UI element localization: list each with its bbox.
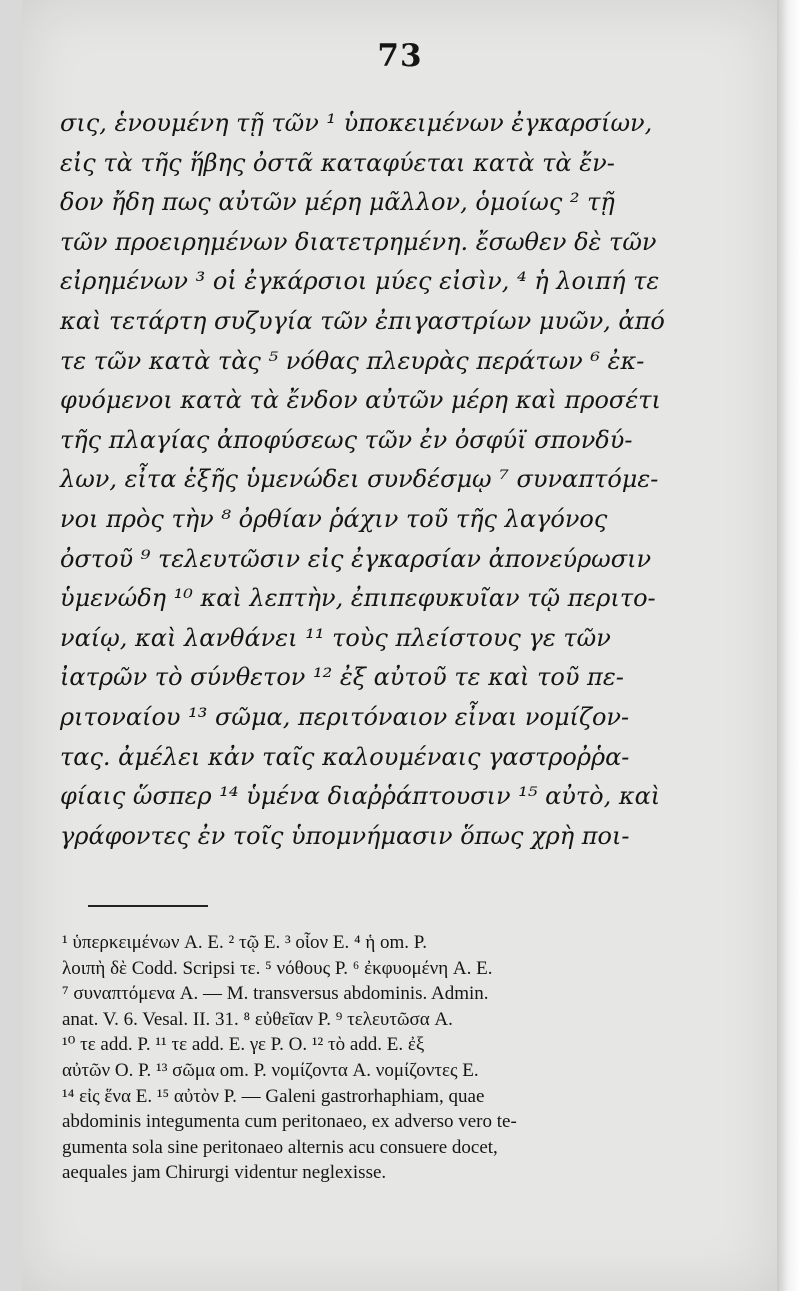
body-line: τῆς πλαγίας ἀποφύσεως τῶν ἐν ὀσφύϊ σπονδύ- [60,425,633,454]
footnote-line: ¹ ὑπερκειμένων A. E. ² τῷ E. ³ οἷον E. ⁴ ἡ om. P. [62,932,427,953]
body-line: φίαις ὥσπερ ¹⁴ ὑμένα διαῤῥάπτουσιν ¹⁵ αὐτὸ, καὶ [60,782,661,811]
body-line: σις, ἑνουμένη τῇ τῶν ¹ ὑποκειμένων ἐγκαρσίων, [60,109,653,137]
page-number: 73 [377,38,423,74]
footnote-line: aequales jam Chirurgi videntur neglexisse. [62,1162,387,1184]
body-line: τας. ἀμέλει κἀν ταῖς καλουμέναις γαστροῤῥα- [60,742,630,771]
body-line: τῶν προειρημένων διατετρημένη. ἔσωθεν δὲ τῶν [60,227,657,256]
body-line: ριτοναίου ¹³ σῶμα, περιτόναιον εἶναι νομίζον- [60,702,630,731]
footnote-line: αὐτῶν O. P. ¹³ σῶμα om. P. νομίζοντα A. νομίζοντες E. [62,1059,479,1081]
body-line: εἰς τὰ τῆς ἥβης ὀστᾶ καταφύεται κατὰ τὰ ἔν- [60,148,615,177]
footnotes [62,930,772,1186]
body-line: εἰρημένων ³ οἱ ἐγκάρσιοι μύες εἰσὶν, ⁴ ἡ λοιπή τε [60,267,660,296]
footnote-line: abdominis integumenta cum peritonaeo, ex adverso vero te- [62,1111,517,1133]
body-line: ὀστοῦ ⁹ τελευτῶσιν εἰς ἐγκαρσίαν ἀπονεύρωσιν [60,544,652,573]
footnote-divider [88,905,208,907]
body-line: λων, εἶτα ἑξῆς ὑμενώδει συνδέσμῳ ⁷ συναπτόμε- [60,465,659,494]
body-line: καὶ τετάρτη συζυγία τῶν ἐπιγαστρίων μυῶν, ἀπό [60,306,665,335]
body-line: γράφοντες ἐν τοῖς ὑπομνήμασιν ὅπως χρὴ ποι- [60,821,630,850]
body-line: ἰατρῶν τὸ σύνθετον ¹² ἐξ αὐτοῦ τε καὶ τοῦ πε- [60,663,624,692]
body-line: ναίῳ, καὶ λανθάνει ¹¹ τοὺς πλείστους γε τῶν [60,623,611,652]
footnote-line: ⁷ συναπτόμενα A. — M. transversus abdominis. Admin. [62,983,489,1005]
footnote-line: ¹⁰ τε add. P. ¹¹ τε add. E. γε P. O. ¹² τὸ add. E. ἐξ [62,1034,425,1056]
body-line: ὑμενώδη ¹⁰ καὶ λεπτὴν, ἐπιπεφυκυῖαν τῷ περιτο- [60,584,656,613]
footnote-line: anat. V. 6. Vesal. II. 31. ⁸ εὐθεῖαν P. ⁹ τελευτῶσα A. [62,1008,453,1030]
footnote-line: λοιπὴ δὲ Codd. Scripsi τε. ⁵ νόθους P. ⁶ ἐκφυομένη A. E. [62,957,493,979]
body-line: νοι πρὸς τὴν ⁸ ὀρθίαν ῥάχιν τοῦ τῆς λαγόνος [60,504,608,533]
body-line: τε τῶν κατὰ τὰς ⁵ νόθας πλευρὰς περάτων ⁶ ἐκ- [60,346,645,375]
greek-body-text [60,104,796,856]
footnote-line: ¹⁴ εἰς ἕνα E. ¹⁵ αὐτὸν P. — Galeni gastrorhaphiam, quae [62,1085,485,1107]
body-line: δον ἤδη πως αὐτῶν μέρη μᾶλλον, ὁμοίως ² τῇ [60,188,615,217]
body-line: φυόμενοι κατὰ τὰ ἔνδον αὐτῶν μέρη καὶ προσέτι [60,386,661,415]
footnote-line: gumenta sola sine peritonaeo alternis acu consuere docet, [62,1136,498,1158]
